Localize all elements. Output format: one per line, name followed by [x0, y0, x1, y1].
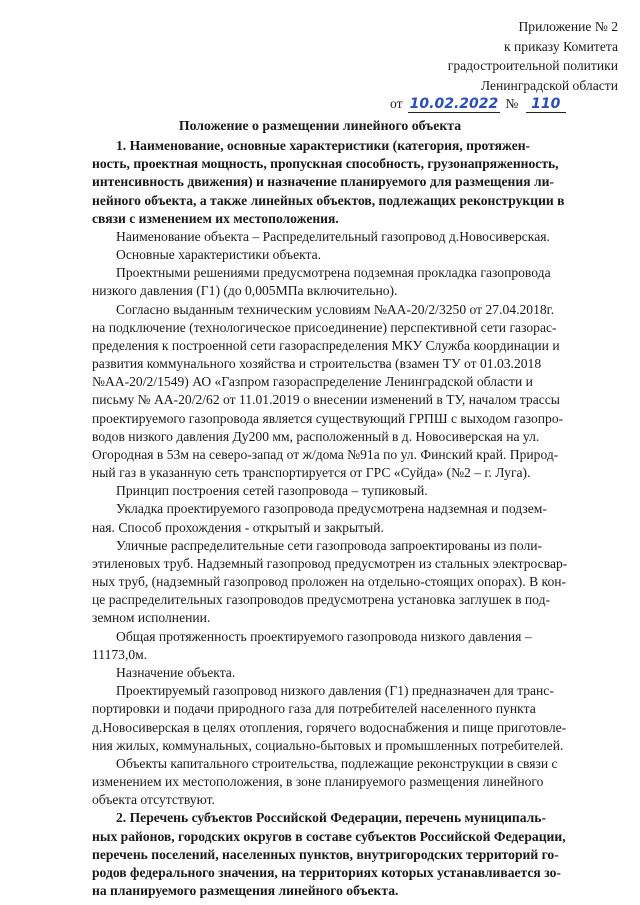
- section-2-heading-line-5: на планируемого размещения линейного объекта.: [92, 883, 399, 898]
- paragraph-line: №АА-20/2/1549) АО «Газпром газораспределение Ленинградской области и: [92, 374, 533, 390]
- paragraph-line: ная. Способ прохождения - открытый и закрытый.: [92, 519, 384, 535]
- appendix-header: [448, 17, 618, 95]
- paragraph-line: Проектируемый газопровод низкого давления (Г1) предназначен для транс-: [116, 683, 554, 699]
- section-1-heading-line-1: 1. Наименование, основные характеристики (категория, протяжен-: [116, 138, 531, 153]
- paragraph-line: этиленовых труб. Надземный газопровод предусмотрен из стальных электросвар-: [92, 555, 568, 571]
- paragraph-line: земном исполнении.: [92, 610, 211, 626]
- header-line-region: Ленинградской области: [480, 77, 618, 93]
- handwritten-number: 110: [526, 96, 566, 113]
- document-title: Положение о размещении линейного объекта: [178, 118, 462, 133]
- header-line-committee: градостроительной политики: [447, 58, 618, 73]
- paragraph-line: д.Новосиверская в целях отопления, горячего водоснабжения и пище приготовле-: [92, 719, 567, 735]
- paragraph-line: пределения к построенной сети газораспределения МКУ Служба координации и: [92, 337, 560, 353]
- paragraph-line: Укладка проектируемого газопровода предусмотрена надземная и подзем-: [116, 501, 547, 517]
- paragraph-line: Основные характеристики объекта.: [116, 247, 322, 262]
- paragraph-line: на подключение (технологическое присоединение) перспективной сети газорас-: [92, 319, 557, 335]
- paragraph-line: 11173,0м.: [92, 646, 148, 662]
- paragraph-line: Принцип построения сетей газопровода – тупиковый.: [116, 483, 428, 499]
- paragraph-line: изменением их местоположения, в зоне планируемого размещения линейного: [92, 774, 544, 789]
- order-date-number: [390, 96, 566, 113]
- paragraph-line: Объекты капитального строительства, подлежащие реконструкции в связи с: [116, 755, 558, 771]
- section-2-heading-line-1: 2. Перечень субъектов Российской Федерации, перечень муниципаль-: [116, 810, 547, 826]
- section-1-heading-line-2: ность, проектная мощность, пропускная способность, грузонапряженность,: [92, 156, 559, 172]
- paragraph-line: объекта отсутствуют.: [92, 792, 215, 808]
- paragraph-line: Проектными решениями предусмотрена подземная прокладка газопровода: [116, 265, 551, 281]
- paragraph-line: Уличные распределительные сети газопровода запроектированы из поли-: [116, 537, 543, 553]
- handwritten-date: 10.02.2022: [409, 96, 499, 112]
- paragraph-line: Согласно выданным техническим условиям №АА-20/2/3250 от 27.04.2018г.: [116, 301, 555, 317]
- number-label: №: [505, 96, 519, 111]
- section-1-heading-line-3: интенсивность движения) и назначение планируемого для размещения ли-: [92, 174, 554, 190]
- from-label: от: [390, 96, 403, 111]
- section-2-heading-line-3: перечень поселений, населенных пунктов, внутригородских территорий го-: [92, 846, 559, 862]
- paragraph-line: низкого давления (Г1) (до 0,005МПа включительно).: [92, 283, 398, 299]
- section-1-heading-line-5: связи с изменением их местоположения.: [92, 210, 339, 226]
- paragraph-line: развития коммунального хозяйства и строительства (взамен ТУ от 01.03.2018: [92, 356, 542, 371]
- paragraph-line: ных труб, (надземный газопровод проложен на отдельно-стоящих опорах). В кон-: [92, 574, 567, 590]
- paragraph-line: ния жилых, коммунальных, социально-бытовых и промышленных потребителей.: [92, 737, 564, 753]
- header-line-appendix: Приложение № 2: [518, 19, 618, 34]
- paragraph-line: Назначение объекта.: [116, 665, 236, 680]
- paragraph-line: Огородная в 53м на северо-запад от ж/дома №91а по ул. Финский край. Природ-: [92, 446, 559, 462]
- paragraph-line: це распределительных газопроводов предусмотрена установка заглушек в под-: [92, 592, 551, 608]
- paragraph-line: Общая протяженность проектируемого газопровода низкого давления –: [116, 628, 532, 644]
- paragraph-line: водов низкого давления Ду200 мм, расположенный в д. Новосиверская на ул.: [92, 428, 540, 444]
- paragraph-line: Наименование объекта – Распределительный газопровод д.Новосиверская.: [116, 228, 550, 244]
- section-2-heading-line-4: родов федерального значения, на территориях которых устанавливается зо-: [92, 864, 561, 880]
- paragraph-line: письму № АА-20/2/62 от 11.01.2019 о внесении изменений в ТУ, началом трассы: [92, 392, 560, 408]
- header-line-order: к приказу Комитета: [504, 38, 618, 54]
- section-1-heading-line-4: нейного объекта, а также линейных объектов, подлежащих реконструкции в: [92, 192, 565, 208]
- section-2-heading-line-2: ных районов, городских округов в составе субъектов Российской Федерации,: [92, 828, 566, 844]
- paragraph-line: портировки и подачи природного газа для потребителей населенного пункта: [92, 701, 536, 717]
- paragraph-line: ный газ в указанную сеть транспортируется от ГРС «Суйда» (№2 – г. Луга).: [92, 465, 531, 481]
- paragraph-line: проектируемого газопровода является существующий ГРПШ с выходом газопро-: [92, 410, 564, 426]
